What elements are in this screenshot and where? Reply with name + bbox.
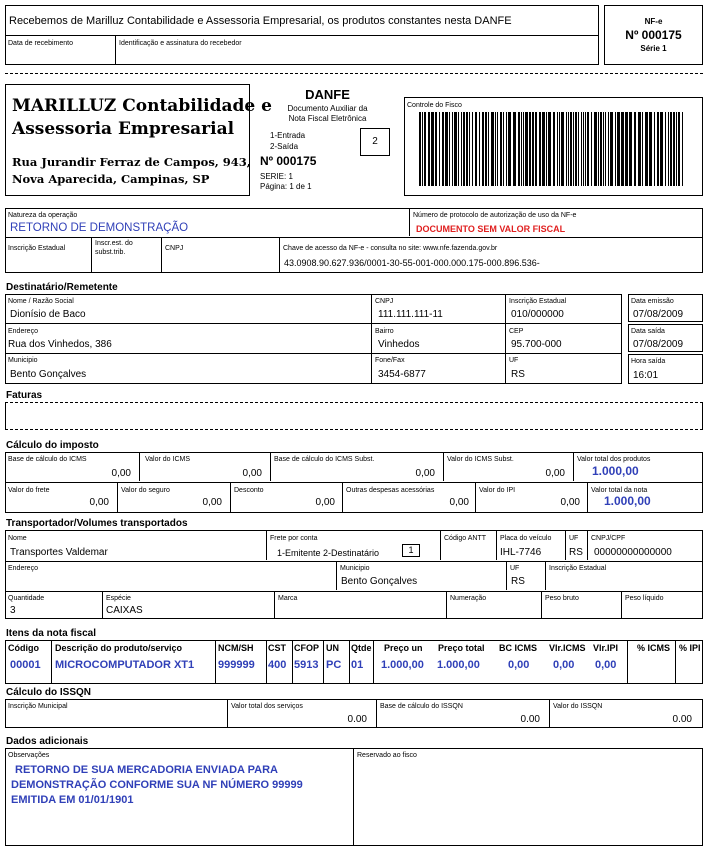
item-cst: 400 <box>268 659 287 671</box>
emitente-end-1: Rua Jurandir Ferraz de Campos, 943, <box>12 155 251 169</box>
imposto-title: Cálculo do imposto <box>6 440 99 451</box>
dest-mun: Bento Gonçalves <box>10 369 87 380</box>
protocolo-value: DOCUMENTO SEM VALOR FISCAL <box>416 224 566 234</box>
issqn-title: Cálculo do ISSQN <box>6 687 92 698</box>
obs-label: Observações <box>8 752 50 759</box>
seguro-value: 0,00 <box>202 497 222 508</box>
transp-mun: Bento Gonçalves <box>341 576 418 587</box>
chave-label: Chave de acesso da NF-e - consulta no site: www.nfe.fazenda.gov.br <box>283 245 498 252</box>
emitente-box <box>5 84 272 196</box>
issqn-bc-label: Base de cálculo do ISSQN <box>380 703 463 710</box>
bc-icms-value: 0,00 <box>111 468 131 479</box>
item-vlr-ipi: 0,00 <box>595 659 617 671</box>
transp-frete-label: Frete por conta <box>270 535 318 542</box>
danfe-saida: 2-Saída <box>270 142 299 151</box>
danfe-entrada: 1-Entrada <box>270 131 306 140</box>
transp-nome-label: Nome <box>8 535 27 542</box>
ie-label: Inscrição Estadual <box>8 245 66 252</box>
issqn-bc: 0.00 <box>520 714 540 725</box>
col-vlr-icms: Vlr.ICMS <box>549 643 586 653</box>
transp-marca-label: Marca <box>278 595 298 602</box>
ipi-label: Valor do IPI <box>479 487 516 494</box>
transp-uf: RS <box>569 547 583 558</box>
transp-box <box>5 530 703 619</box>
col-ncm: NCM/SH <box>218 643 254 653</box>
protocolo-label: Número de protocolo de autorização de uso da NF-e <box>413 212 577 219</box>
transp-frete-box: 1 <box>402 544 420 557</box>
barcode <box>419 112 687 186</box>
transp-title: Transportador/Volumes transportados <box>6 518 188 529</box>
danfe-sub-2: Nota Fiscal Eletrônica <box>288 114 367 123</box>
bc-icms-label: Base de cálculo do ICMS <box>8 456 87 463</box>
col-qtde: Qtde <box>351 643 372 653</box>
chave-value: 43.0908.90.627.936/0001-30-55-001-000.000.175-000.896.536- <box>284 258 540 268</box>
saida-label: Data saída <box>631 328 665 335</box>
ipi-value: 0,00 <box>560 497 580 508</box>
dest-title: Destinatário/Remetente <box>6 282 118 293</box>
item-bc-icms: 0,00 <box>508 659 530 671</box>
fisco-label: Reservado ao fisco <box>357 752 417 759</box>
faturas-title: Faturas <box>6 390 43 401</box>
col-preco-un: Preço un <box>384 643 423 653</box>
item-codigo: 00001 <box>10 659 41 671</box>
col-descricao: Descrição do produto/serviço <box>55 643 183 653</box>
obs-line-2: DEMONSTRAÇÃO CONFORME SUA NF NÚMERO 99999 <box>11 779 303 791</box>
adic-box <box>5 748 703 846</box>
col-cfop: CFOP <box>294 643 320 653</box>
nfe-number: Nº 000175 <box>625 28 682 42</box>
dest-ie-label: Inscrição Estadual <box>509 298 567 305</box>
dest-uf-label: UF <box>509 357 519 364</box>
dest-hora-box <box>628 354 703 384</box>
transp-end-label: Endereço <box>8 565 38 572</box>
itens-table <box>5 640 703 684</box>
natureza-value: RETORNO DE DEMONSTRAÇÃO <box>10 222 189 234</box>
dest-bairro: Vinhedos <box>378 339 420 350</box>
item-qtde: 01 <box>351 659 364 671</box>
itens-title: Itens da nota fiscal <box>6 628 97 639</box>
bc-st-value: 0,00 <box>415 468 435 479</box>
col-codigo: Código <box>8 643 39 653</box>
transp-uf2-label: UF <box>510 565 520 572</box>
issqn-v: 0.00 <box>672 714 692 725</box>
natureza-box <box>5 208 703 273</box>
hora-value: 16:01 <box>633 370 659 381</box>
transp-pb-label: Peso bruto <box>545 595 579 602</box>
v-nota-value: 1.000,00 <box>604 494 651 508</box>
transp-esp: CAIXAS <box>106 605 143 616</box>
controle-fisco-label: Controle do Fisco <box>407 102 462 109</box>
bc-st-label: Base de cálculo do ICMS Subst. <box>274 456 375 463</box>
dest-cnpj-label: CNPJ <box>375 298 394 305</box>
emissao-label: Data emissão <box>631 298 674 305</box>
transp-esp-label: Espécie <box>106 595 131 602</box>
danfe-pagina: Página: 1 de 1 <box>260 182 312 191</box>
natureza-label: Natureza da operação <box>8 212 78 219</box>
canhoto-box <box>5 5 599 65</box>
col-vlr-ipi: Vlr.IPI <box>593 643 619 653</box>
assinatura-label: Identificação e assinatura do recebedor <box>119 40 242 47</box>
frete-label: Valor do frete <box>8 487 50 494</box>
obs-line-3: EMITIDA EM 01/01/1901 <box>11 794 134 806</box>
item-preco-un: 1.000,00 <box>381 659 424 671</box>
item-vlr-icms: 0,00 <box>553 659 575 671</box>
dest-end: Rua dos Vinhedos, 386 <box>8 339 112 350</box>
desconto-value: 0,00 <box>315 497 335 508</box>
transp-uf-label: UF <box>569 535 579 542</box>
dest-cnpj: 111.111.111-11 <box>378 309 443 320</box>
canhoto-text: Recebemos de Marilluz Contabilidade e Assessoria Empresarial, os produtos constantes nesta DANFE <box>9 15 512 27</box>
v-icms-label: Valor do ICMS <box>145 456 190 463</box>
outras-label: Outras despesas acessórias <box>346 487 435 494</box>
col-bc-icms: BC ICMS <box>499 643 537 653</box>
controle-fisco-box <box>404 97 703 196</box>
dest-ie: 010/000000 <box>511 309 564 320</box>
cnpj-emit-label: CNPJ <box>165 245 184 252</box>
dest-fone-label: Fone/Fax <box>375 357 405 364</box>
dest-emissao-box <box>628 294 703 322</box>
col-p-icms: % ICMS <box>637 643 671 653</box>
col-un: UN <box>326 643 339 653</box>
adic-title: Dados adicionais <box>6 736 89 747</box>
transp-num-label: Numeração <box>450 595 487 602</box>
danfe-numero: Nº 000175 <box>260 154 317 168</box>
v-nota-label: Valor total da nota <box>591 487 648 494</box>
danfe-serie: SERIE: 1 <box>260 172 293 181</box>
issqn-v-label: Valor do ISSQN <box>553 703 603 710</box>
dest-nome: Dionísio de Baco <box>10 309 86 320</box>
transp-qtd-label: Quantidade <box>8 595 45 602</box>
seguro-label: Valor do seguro <box>121 487 170 494</box>
frete-value: 0,00 <box>89 497 109 508</box>
saida-value: 07/08/2009 <box>633 339 684 350</box>
emitente-end-2: Nova Aparecida, Campinas, SP <box>12 172 210 186</box>
item-un: PC <box>326 659 342 671</box>
v-st-value: 0,00 <box>545 468 565 479</box>
issqn-vs-label: Valor total dos serviços <box>231 703 303 710</box>
issqn-box <box>5 699 703 728</box>
emitente-nome-1: MARILLUZ Contabilidade e <box>12 96 272 116</box>
transp-placa-label: Placa do veículo <box>500 535 552 542</box>
faturas-box <box>5 402 703 430</box>
item-cfop: 5913 <box>294 659 319 671</box>
dest-mun-label: Municipio <box>8 357 38 364</box>
dest-end-label: Endereço <box>8 328 38 335</box>
transp-cnpj-label: CNPJ/CPF <box>591 535 626 542</box>
obs-line-1: RETORNO DE SUA MERCADORIA ENVIADA PARA <box>15 764 278 776</box>
transp-antt-label: Código ANTT <box>444 535 487 542</box>
item-descricao: MICROCOMPUTADOR XT1 <box>55 659 195 671</box>
col-p-ipi: % IPI <box>679 643 701 653</box>
danfe-title: DANFE <box>305 87 350 102</box>
ie-st-label: Inscr.est. do subst.trib. <box>95 240 133 256</box>
v-icms-value: 0,00 <box>242 468 262 479</box>
danfe-sub-1: Documento Auxiliar da <box>287 104 368 113</box>
imposto-box <box>5 452 703 513</box>
desconto-label: Desconto <box>234 487 264 494</box>
item-ncm: 999999 <box>218 659 255 671</box>
transp-ie-label: Inscrição Estadual <box>549 565 607 572</box>
hora-label: Hora saída <box>631 358 666 365</box>
transp-mun-label: Municipio <box>340 565 370 572</box>
col-preco-total: Preço total <box>438 643 485 653</box>
dest-cep: 95.700-000 <box>511 339 562 350</box>
dest-nome-label: Nome / Razão Social <box>8 298 74 305</box>
danfe-box <box>256 84 399 196</box>
data-recebimento-label: Data de recebimento <box>8 40 73 47</box>
issqn-im-label: Inscrição Municipal <box>8 703 68 710</box>
canhoto-nfe-box <box>604 5 703 65</box>
dest-cep-label: CEP <box>509 328 524 335</box>
transp-pl-label: Peso líquido <box>625 595 664 602</box>
emissao-value: 07/08/2009 <box>633 309 684 320</box>
v-prod-label: Valor total dos produtos <box>577 456 651 463</box>
dest-fone: 3454-6877 <box>378 369 426 380</box>
transp-nome: Transportes Valdemar <box>10 547 108 558</box>
transp-placa: IHL-7746 <box>500 547 542 558</box>
item-preco-total: 1.000,00 <box>437 659 480 671</box>
nfe-label: NF-e <box>644 17 663 26</box>
dest-saida-box <box>628 324 703 352</box>
transp-qtd: 3 <box>10 605 16 616</box>
emitente-nome-2: Assessoria Empresarial <box>12 119 235 139</box>
danfe-tipo-box: 2 <box>360 128 390 156</box>
v-prod-value: 1.000,00 <box>592 464 639 478</box>
dest-box <box>5 294 622 384</box>
transp-frete: 1-Emitente 2-Destinatário <box>277 548 380 558</box>
v-st-label: Valor do ICMS Subst. <box>447 456 514 463</box>
transp-cnpj: 00000000000000 <box>594 547 672 558</box>
dest-bairro-label: Bairro <box>375 328 394 335</box>
transp-uf2: RS <box>511 576 525 587</box>
issqn-vs: 0.00 <box>347 714 367 725</box>
cut-line <box>5 73 703 74</box>
dest-uf: RS <box>511 369 525 380</box>
outras-value: 0,00 <box>449 497 469 508</box>
col-cst: CST <box>268 643 286 653</box>
nfe-serie: Série 1 <box>640 44 667 53</box>
